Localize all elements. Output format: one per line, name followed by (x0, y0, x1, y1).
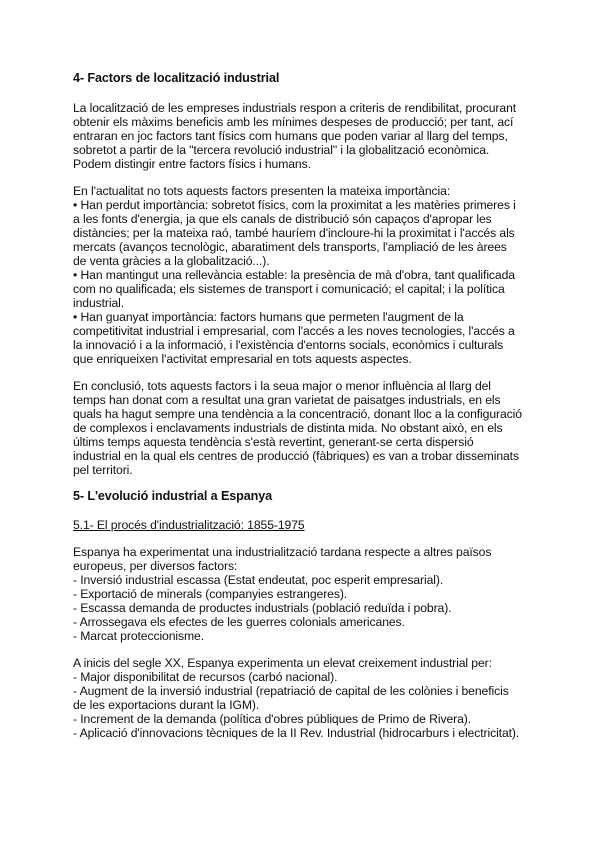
paragraph-line: mercats (avanços tecnològic, abaratiment dels transports, l'ampliació de les àrees (73, 240, 507, 254)
subsection-5-1-heading: 5.1- El procés d'industrialització: 1855-1975 (73, 518, 305, 532)
list-item: - Aplicació d'innovacions tècniques de la II Rev. Industrial (hidrocarburs i electricitat). (73, 726, 520, 740)
paragraph-line: A inicis del segle XX, Espanya experimenta un elevat creixement industrial per: (73, 656, 492, 670)
list-item: - Exportació de minerals (companyies estrangeres). (73, 587, 348, 601)
paragraph-line: últims temps aquesta tendència s'està revertint, generant-se certa dispersió (73, 435, 474, 449)
paragraph-line: competitivitat industrial i empresarial, com l'accés a les noves tecnologies, l'accés a (73, 324, 515, 338)
list-item: - Inversió industrial escassa (Estat endeutat, poc esperit empresarial). (73, 573, 444, 587)
paragraph-line: de venta gràcies a la globalització...). (73, 254, 270, 268)
section-5-heading: 5- L'evolució industrial a Espanya (73, 489, 273, 503)
paragraph-line: a les fonts d'energia, ja que els canals de distribució són capaços d'apropar les (73, 212, 492, 226)
paragraph-line: europeus, per diversos factors: (73, 559, 238, 573)
paragraph-line: que enriqueixen l'activitat empresarial en tots aquests aspectes. (73, 352, 412, 366)
paragraph-line: la innovació i a la informació, i l'existència d'entorns socials, econòmics i culturals (73, 338, 504, 352)
paragraph-line: de les exportacions durant la IGM). (73, 698, 260, 712)
bullet-line: • Han perdut importància: sobretot físics, com la proximitat a les matèries primeres i (73, 198, 516, 212)
list-item: - Increment de la demanda (política d'obres públiques de Primo de Rivera). (73, 712, 472, 726)
list-item: - Augment de la inversió industrial (repatriació de capital de les colònies i beneficis (73, 684, 509, 698)
bullet-line: • Han guanyat importància: factors humans que permeten l'augment de la (73, 310, 464, 324)
paragraph-line: industrial. (73, 296, 125, 310)
list-item: - Major disponibilitat de recursos (carbó nacional). (73, 670, 338, 684)
paragraph-line: En conclusió, tots aquests factors i la seua major o menor influència al llarg del (73, 379, 491, 393)
list-item: - Marcat proteccionisme. (73, 629, 205, 643)
paragraph-line: sobretot a partir de la "tercera revolució industrial" i la globalització econòmica. (73, 143, 490, 157)
bullet-line: • Han mantingut una rellevància estable: la presència de mà d'obra, tant qualificada (73, 268, 515, 282)
paragraph-line: distàncies; per la mateixa raó, també hauríem d'incloure-hi la proximitat i l'accés als (73, 226, 515, 240)
paragraph-line: entraran en joc factors tant físics com humans que poden variar al llarg del temps, (73, 129, 508, 143)
paragraph-line: temps han donat com a resultat una gran varietat de paisatges industrials, en els (73, 393, 501, 407)
paragraph-line: La localització de les empreses industrials respon a criteris de rendibilitat, procurant (73, 101, 517, 115)
paragraph-line: industrial en la qual els centres de producció (fàbriques) es van a trobar disseminats (73, 449, 519, 463)
paragraph-line: Espanya ha experimentat una industrialització tardana respecte a altres països (73, 545, 492, 559)
paragraph-line: quals ha hagut sempre una tendència a la concentració, donant lloc a la configuració (73, 407, 522, 421)
paragraph-line: de complexos i enclavaments industrials de distinta mida. No obstant això, en els (73, 421, 503, 435)
section-4-heading: 4- Factors de localització industrial (73, 71, 280, 85)
paragraph-line: Podem distingir entre factors físics i humans. (73, 157, 311, 171)
paragraph-line: obtenir els màxims beneficis amb les mínimes despeses de producció; per tant, ací (73, 115, 514, 129)
paragraph-line: pel territori. (73, 463, 133, 477)
paragraph-line: com no qualificada; els sistemes de transport i comunicació; el capital; i la política (73, 282, 505, 296)
list-item: - Arrossegava els efectes de les guerres colonials americanes. (73, 615, 405, 629)
list-item: - Escassa demanda de productes industrials (població reduïda i pobra). (73, 601, 452, 615)
paragraph-line: En l'actualitat no tots aquests factors presenten la mateixa importància: (73, 184, 451, 198)
